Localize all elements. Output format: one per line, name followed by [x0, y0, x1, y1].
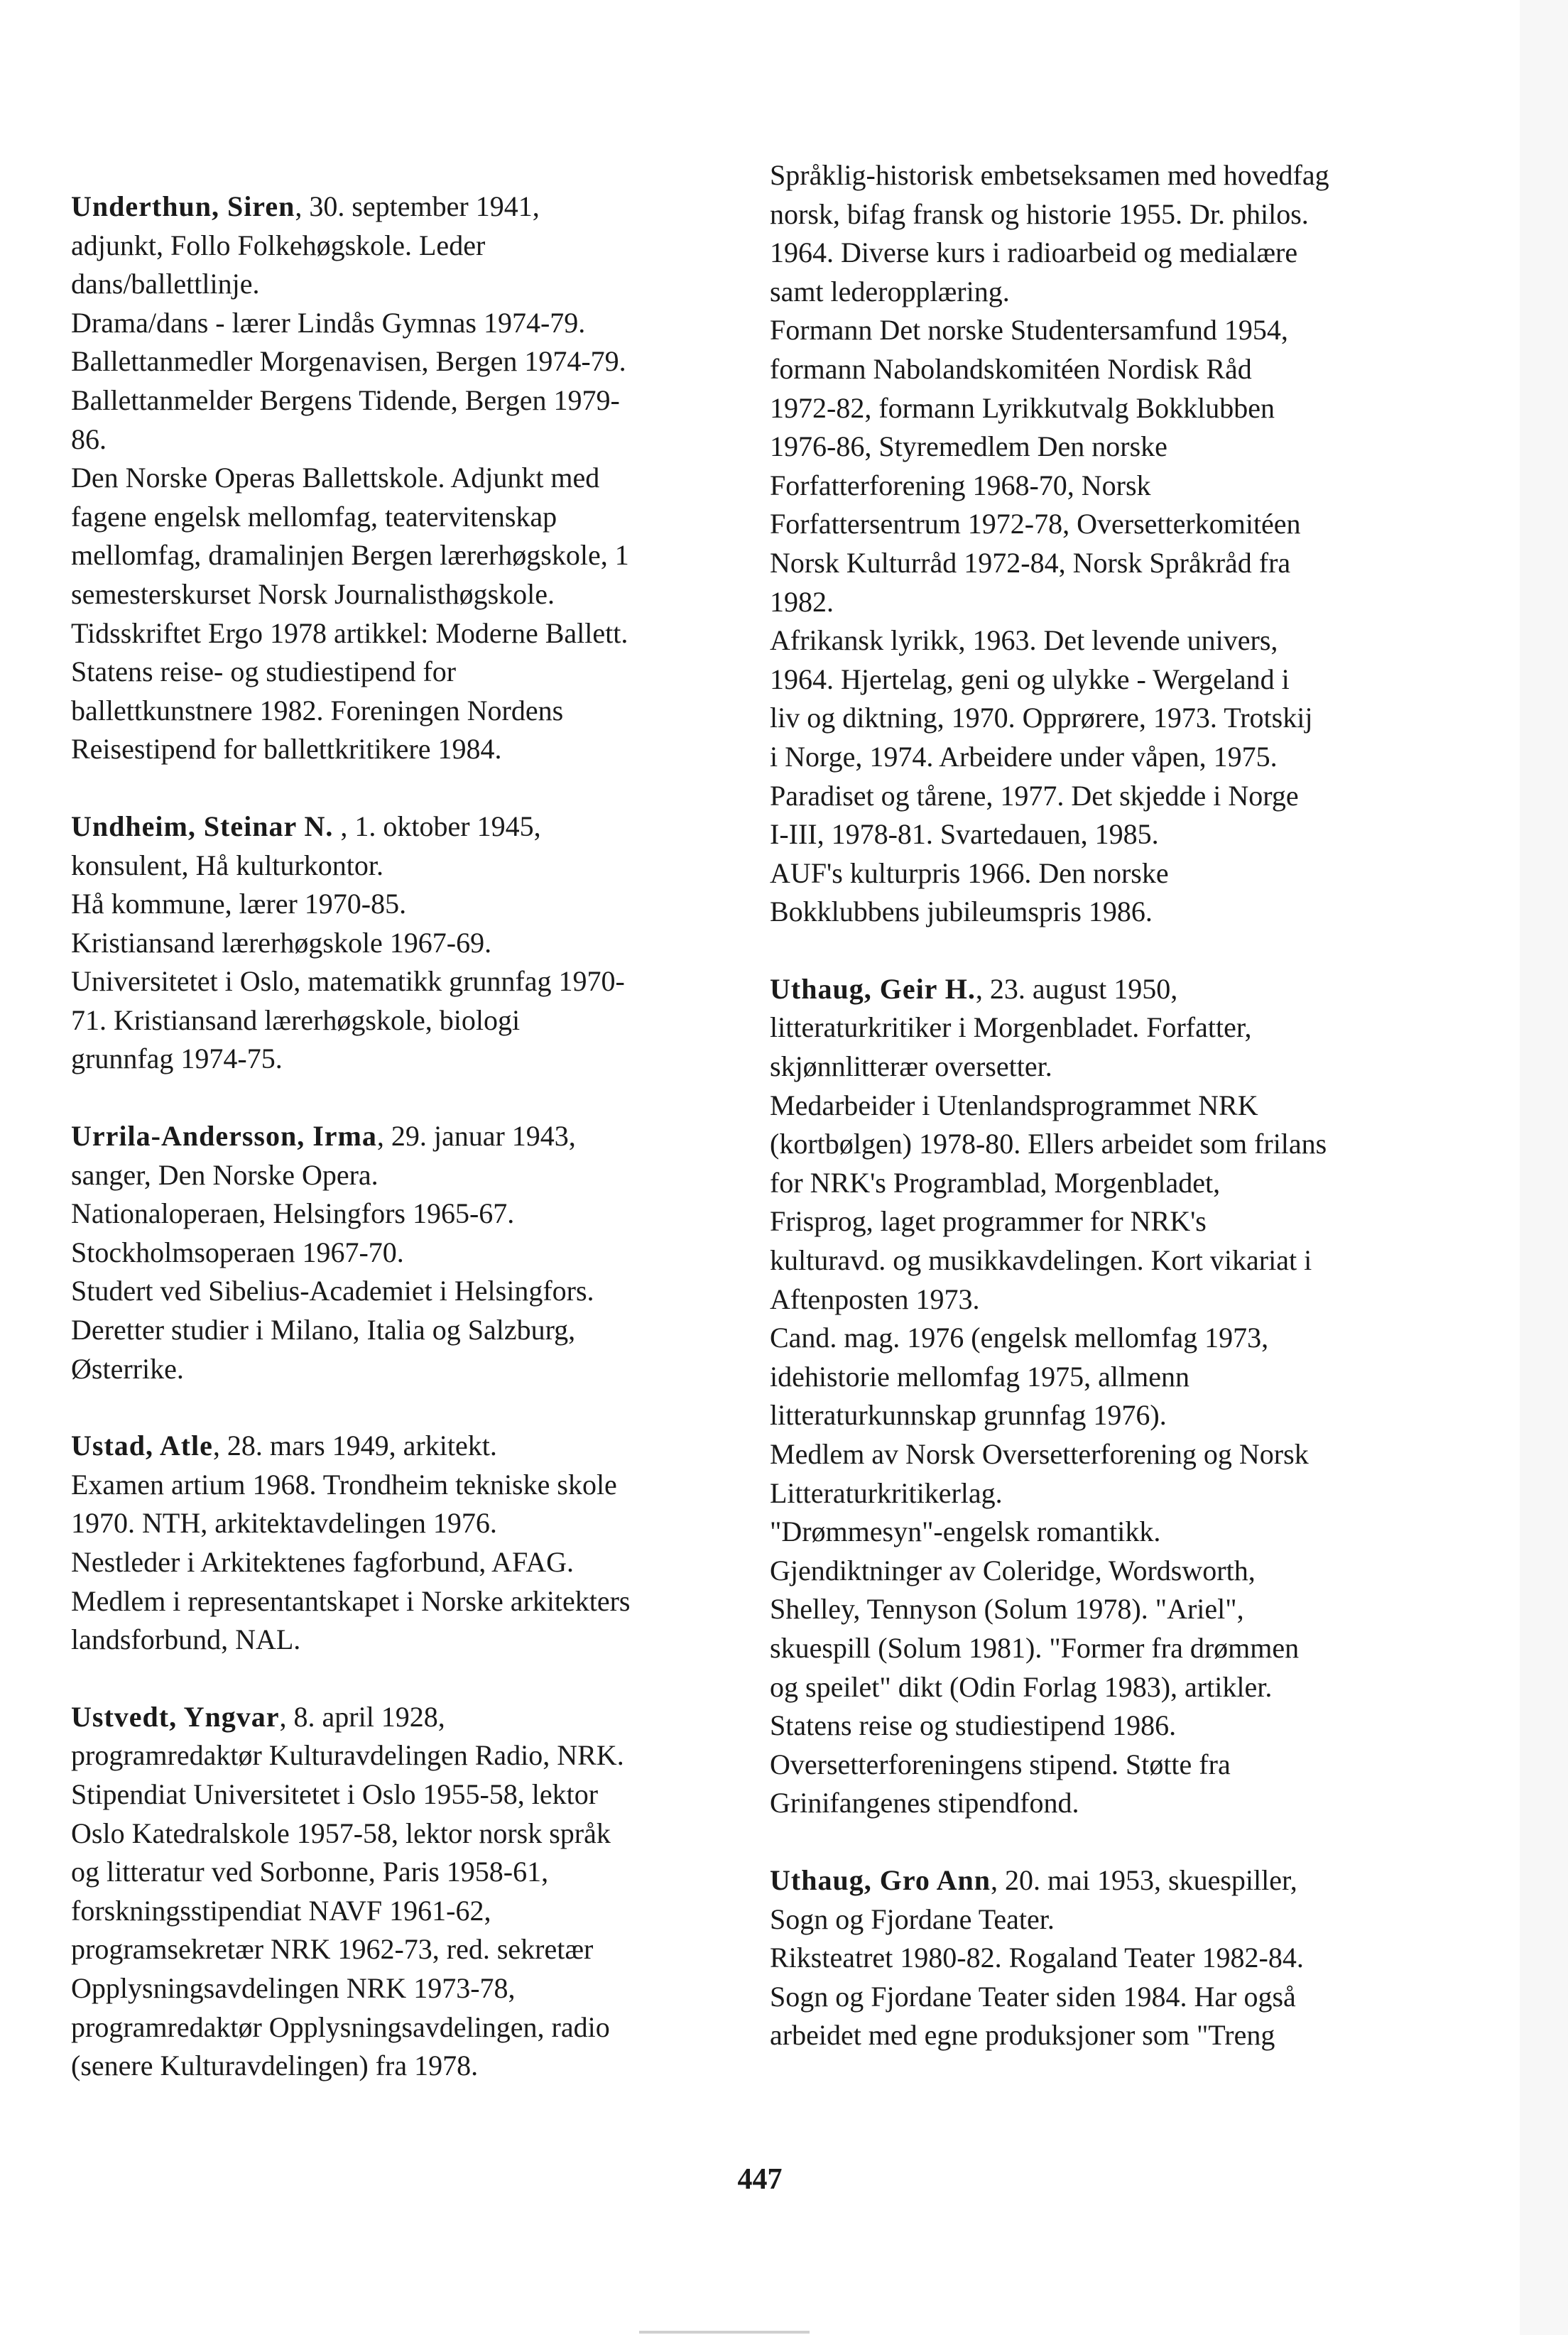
- entry-text-line: Gjendiktninger av Coleridge, Wordsworth,: [770, 1554, 1256, 1586]
- entry-header: [71, 1427, 731, 1466]
- entry-text-line: (senere Kulturavdelingen) fra 1978.: [71, 2050, 479, 2082]
- entry-text-line: programsekretær NRK 1962-73, red. sekretær: [71, 1933, 594, 1966]
- entry-text-line: Oslo Katedralskole 1957-58, lektor norsk språk: [71, 1817, 611, 1849]
- entry-text-line: dans/ballettlinje.: [71, 268, 260, 300]
- entry-text-line: litteraturkunnskap grunnfag 1976).: [770, 1399, 1167, 1432]
- entry-text-line: Medarbeider i Utenlandsprogrammet NRK: [770, 1089, 1258, 1121]
- entry-text-line: Stipendiat Universitetet i Oslo 1955-58, lektor: [71, 1778, 599, 1810]
- entry-text-line: Oversetterforeningens stipend. Støtte fra: [770, 1748, 1231, 1780]
- entry-name: Uthaug, Gro Ann: [770, 1863, 991, 1896]
- entry-text-line: I-III, 1978-81. Svartedauen, 1985.: [770, 818, 1159, 851]
- entry-text-line: skjønnlitterær oversetter.: [770, 1050, 1052, 1083]
- entry-name: Ustad, Atle: [71, 1430, 213, 1462]
- entry-text-line: i Norge, 1974. Arbeidere under våpen, 1975.: [770, 740, 1278, 773]
- entry-text-line: 1976-86, Styremedlem Den norske: [770, 430, 1167, 463]
- entry-text-line: Deretter studier i Milano, Italia og Salzburg,: [71, 1314, 576, 1346]
- entry-text-line: Medlem i representantskapet i Norske arkitekters: [71, 1584, 631, 1617]
- entry-header: [71, 1698, 731, 1737]
- entry-text-line: ballettkunstnere 1982. Foreningen Nordens: [71, 694, 564, 726]
- entry-text-line: Ballettanmelder Bergens Tidende, Bergen 1979-: [71, 383, 620, 416]
- entry-text-line: 1964. Diverse kurs i radioarbeid og medialære: [770, 236, 1298, 269]
- left-column: [71, 187, 731, 2124]
- entry-text-line: sanger, Den Norske Opera.: [71, 1158, 379, 1191]
- entry-header-details: , 23. august 1950,: [975, 972, 1178, 1005]
- entry-text-line: programredaktør Kulturavdelingen Radio, NRK.: [71, 1739, 624, 1772]
- entry-text-line: forskningsstipendiat NAVF 1961-62,: [71, 1894, 491, 1927]
- entry-text-line: fagene engelsk mellomfag, teatervitenskap: [71, 500, 557, 533]
- entry-text-line: Stockholmsoperaen 1967-70.: [71, 1236, 404, 1268]
- entry-header-details: , 1. oktober 1945,: [333, 810, 541, 842]
- entry-name: Ustvedt, Yngvar: [71, 1700, 280, 1733]
- entry-text-line: Drama/dans - lærer Lindås Gymnas 1974-79.: [71, 306, 586, 339]
- entry-text-line: Forfattersentrum 1972-78, Oversetterkomitéen: [770, 508, 1301, 540]
- entry-name: Underthun, Siren: [71, 190, 295, 222]
- entry-text-line: Statens reise- og studiestipend for: [71, 655, 457, 688]
- entry-text-line: Grinifangenes stipendfond.: [770, 1787, 1079, 1819]
- entry-text-line: (kortbølgen) 1978-80. Ellers arbeidet som frilans: [770, 1128, 1327, 1160]
- entry-text-line: arbeidet med egne produksjoner som "Treng: [770, 2019, 1275, 2052]
- entry-text-line: 71. Kristiansand lærerhøgskole, biologi: [71, 1003, 521, 1036]
- entry-name: Urrila-Andersson, Irma: [71, 1120, 377, 1153]
- biography-entry: [71, 807, 731, 1079]
- biography-entry: [770, 156, 1437, 932]
- entry-header-details: , 28. mars 1949, arkitekt.: [212, 1430, 497, 1462]
- entry-text-line: Cand. mag. 1976 (engelsk mellomfag 1973,: [770, 1322, 1269, 1354]
- biography-entry: [71, 187, 731, 769]
- entry-text-line: kulturavd. og musikkavdelingen. Kort vikariat i: [770, 1244, 1312, 1277]
- entry-text-line: Reisestipend for ballettkritikere 1984.: [71, 733, 502, 766]
- entry-header-details: , 20. mai 1953, skuespiller,: [991, 1863, 1297, 1896]
- entry-text-line: 1982.: [770, 585, 834, 618]
- biography-entry: [71, 1117, 731, 1388]
- entry-text-line: Riksteatret 1980-82. Rogaland Teater 1982-84.: [770, 1942, 1304, 1974]
- entry-text-line: "Drømmesyn"-engelsk romantikk.: [770, 1515, 1161, 1548]
- entry-text-line: programredaktør Opplysningsavdelingen, radio: [71, 2010, 610, 2043]
- entry-header: [770, 970, 1437, 1009]
- entry-text-line: Sogn og Fjordane Teater.: [770, 1903, 1055, 1935]
- entry-text-line: Nestleder i Arkitektenes fagforbund, AFAG.: [71, 1546, 574, 1578]
- biography-entry: [770, 970, 1437, 1823]
- entry-text-line: samt lederopplæring.: [770, 275, 1010, 307]
- entry-header-details: , 29. januar 1943,: [376, 1120, 576, 1153]
- scan-edge-line: [639, 2331, 810, 2334]
- entry-text-line: formann Nabolandskomitéen Nordisk Råd: [770, 352, 1252, 385]
- entry-text-line: landsforbund, NAL.: [71, 1623, 301, 1656]
- entry-text-line: 1970. NTH, arkitektavdelingen 1976.: [71, 1507, 497, 1540]
- entry-text-line: 1964. Hjertelag, geni og ulykke - Wergeland i: [770, 663, 1290, 695]
- entry-text-line: semesterskurset Norsk Journalisthøgskole.: [71, 577, 555, 610]
- entry-text-line: Sogn og Fjordane Teater siden 1984. Har også: [770, 1980, 1296, 2013]
- entry-text-line: Opplysningsavdelingen NRK 1973-78,: [71, 1971, 516, 2004]
- entry-text-line: og speilet" dikt (Odin Forlag 1983), artikler.: [770, 1670, 1273, 1703]
- entry-text-line: liv og diktning, 1970. Opprørere, 1973. Trotskij: [770, 702, 1313, 734]
- entry-text-line: Universitetet i Oslo, matematikk grunnfag 1970-: [71, 965, 625, 998]
- entry-text-line: Kristiansand lærerhøgskole 1967-69.: [71, 926, 492, 959]
- entry-text-line: skuespill (Solum 1981). "Former fra drømmen: [770, 1631, 1300, 1664]
- entry-text-line: Paradiset og tårene, 1977. Det skjedde i Norge: [770, 779, 1299, 812]
- entry-text-line: Bokklubbens jubileumspris 1986.: [770, 896, 1153, 928]
- entry-name: Undheim, Steinar N.: [71, 810, 334, 842]
- entry-text-line: AUF's kulturpris 1966. Den norske: [770, 856, 1169, 889]
- entry-header-details: , 30. september 1941,: [295, 190, 540, 222]
- entry-text-line: konsulent, Hå kulturkontor.: [71, 849, 383, 881]
- entry-header: [71, 187, 731, 227]
- biography-entry: [770, 1861, 1437, 2055]
- entry-text-line: Språklig-historisk embetseksamen med hovedfag: [770, 159, 1329, 191]
- entry-header-details: , 8. april 1928,: [279, 1700, 445, 1733]
- entry-text-line: mellomfag, dramalinjen Bergen lærerhøgskole, 1: [71, 539, 629, 572]
- right-column: [770, 156, 1437, 2094]
- entry-text-line: for NRK's Programblad, Morgenbladet,: [770, 1166, 1221, 1199]
- biography-entry: [71, 1698, 731, 2086]
- entry-text-line: litteraturkritiker i Morgenbladet. Forfatter,: [770, 1011, 1252, 1044]
- entry-text-line: 1972-82, formann Lyrikkutvalg Bokklubben: [770, 391, 1275, 424]
- entry-name: Uthaug, Geir H.: [770, 972, 976, 1005]
- entry-text-line: idehistorie mellomfag 1975, allmenn: [770, 1360, 1189, 1393]
- entry-text-line: Afrikansk lyrikk, 1963. Det levende univers,: [770, 624, 1278, 657]
- entry-text-line: Forfatterforening 1968-70, Norsk: [770, 469, 1151, 501]
- page-number: 447: [737, 2163, 783, 2196]
- entry-text-line: Nationaloperaen, Helsingfors 1965-67.: [71, 1197, 515, 1230]
- entry-text-line: adjunkt, Follo Folkehøgskole. Leder: [71, 229, 486, 261]
- entry-header: [71, 807, 731, 847]
- entry-text-line: og litteratur ved Sorbonne, Paris 1958-61,: [71, 1856, 549, 1888]
- entry-text-line: Østerrike.: [71, 1352, 184, 1385]
- entry-text-line: Litteraturkritikerlag.: [770, 1476, 1003, 1509]
- entry-text-line: Aftenposten 1973.: [770, 1283, 980, 1315]
- entry-text-line: Hå kommune, lærer 1970-85.: [71, 888, 407, 920]
- entry-text-line: Ballettanmedler Morgenavisen, Bergen 1974-79.: [71, 345, 626, 378]
- entry-text-line: grunnfag 1974-75.: [71, 1043, 283, 1075]
- biography-entry: [71, 1427, 731, 1660]
- entry-text-line: Shelley, Tennyson (Solum 1978). "Ariel",: [770, 1593, 1244, 1626]
- entry-text-line: Formann Det norske Studentersamfund 1954,: [770, 314, 1288, 347]
- entry-text-line: Studert ved Sibelius-Academiet i Helsingfors.: [71, 1275, 594, 1307]
- entry-text-line: Medlem av Norsk Oversetterforening og Norsk: [770, 1438, 1309, 1470]
- entry-header: [71, 1117, 731, 1156]
- entry-header: [770, 1861, 1437, 1900]
- entry-text-line: Norsk Kulturråd 1972-84, Norsk Språkråd fra: [770, 546, 1291, 579]
- entry-text-line: Examen artium 1968. Trondheim tekniske skole: [71, 1468, 617, 1501]
- entry-text-line: Frisprog, laget programmer for NRK's: [770, 1205, 1207, 1238]
- entry-text-line: Den Norske Operas Ballettskole. Adjunkt med: [71, 462, 600, 494]
- entry-text-line: Tidsskriftet Ergo 1978 artikkel: Moderne Ballett.: [71, 616, 628, 649]
- entry-text-line: 86.: [71, 423, 107, 455]
- entry-text-line: Statens reise og studiestipend 1986.: [770, 1709, 1177, 1742]
- entry-text-line: norsk, bifag fransk og historie 1955. Dr. philos.: [770, 197, 1309, 230]
